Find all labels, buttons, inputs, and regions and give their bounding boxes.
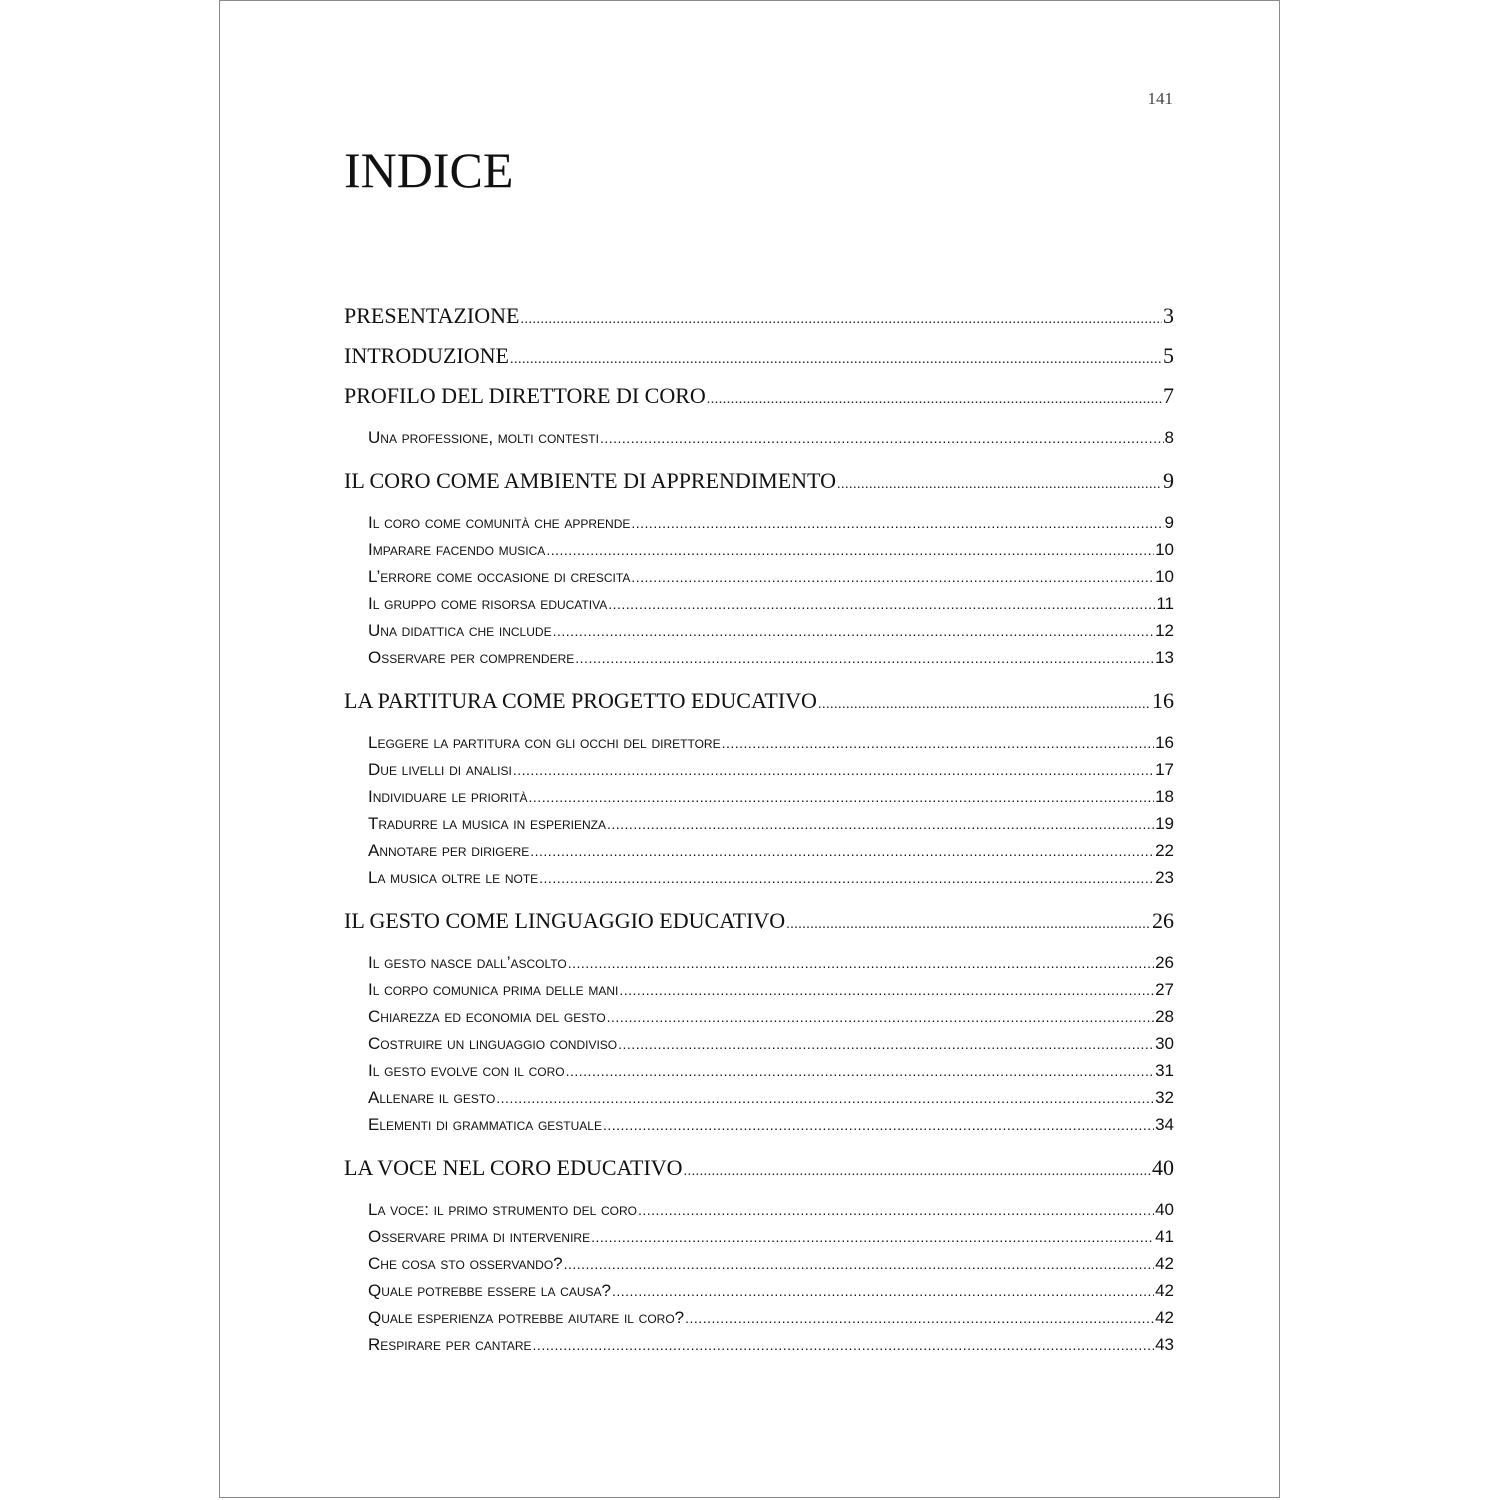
toc-section-title: Il corpo comunica prima delle mani [368,980,619,999]
dot-leader [568,950,1154,976]
page-number: 141 [1147,89,1173,108]
toc-section-page: 19 [1155,814,1174,833]
dot-leader [631,510,1163,536]
toc-chapter-entry[interactable] [344,683,1174,723]
toc-section-entry[interactable] [344,424,1174,451]
toc-section-page: 16 [1155,733,1174,752]
document-page [219,0,1280,1498]
toc-chapter-entry[interactable] [344,903,1174,943]
toc-section-title: Osservare per comprendere [368,648,575,667]
toc-section-entry[interactable] [344,617,1174,644]
toc-chapter-entry[interactable] [344,298,1174,338]
toc-section-entry[interactable] [344,1111,1174,1138]
spacer [344,451,1174,463]
toc-chapter-entry[interactable] [344,463,1174,503]
dot-leader [638,1197,1154,1223]
toc-chapter-title: LA VOCE NEL CORO EDUCATIVO [344,1155,683,1180]
toc-section-title: Respirare per cantare [368,1335,532,1354]
toc-section-page: 40 [1155,1200,1174,1219]
toc-section-entry[interactable] [344,1277,1174,1304]
toc-section-title: Annotare per dirigere [368,841,530,860]
toc-section-entry[interactable] [344,509,1174,536]
toc-chapter-page: 40 [1152,1155,1174,1180]
dot-leader [786,907,1151,943]
dot-leader [600,425,1164,451]
dot-leader [612,1278,1154,1304]
toc-section-entry[interactable] [344,1196,1174,1223]
toc-section-page: 12 [1155,621,1174,640]
toc-section-entry[interactable] [344,1331,1174,1358]
dot-leader [529,784,1155,810]
toc-chapter-page: 9 [1163,468,1174,493]
toc-section-title: Tradurre la musica in esperienza [368,814,606,833]
dot-leader [618,1031,1154,1057]
toc-section-entry[interactable] [344,756,1174,783]
toc-section-page: 23 [1155,868,1174,887]
toc-section-title: Due livelli di analisi [368,760,512,779]
toc-section-page: 27 [1155,980,1174,999]
toc-section-page: 8 [1164,428,1174,447]
toc-section-entry[interactable] [344,1003,1174,1030]
toc-section-page: 42 [1155,1308,1174,1327]
toc-section-entry[interactable] [344,783,1174,810]
toc-chapter-title: PRESENTAZIONE [344,303,520,328]
toc-section-page: 10 [1155,540,1174,559]
toc-section-entry[interactable] [344,536,1174,563]
toc-section-entry[interactable] [344,729,1174,756]
toc-section-entry[interactable] [344,837,1174,864]
dot-leader [564,1251,1154,1277]
toc-chapter-page: 7 [1163,383,1174,408]
toc-section-title: Quale esperienza potrebbe aiutare il coro? [368,1308,685,1327]
toc-section-entry[interactable] [344,563,1174,590]
toc-section-page: 22 [1155,841,1174,860]
toc-section-title: Quale potrebbe essere la causa? [368,1281,611,1300]
dot-leader [520,302,1162,338]
dot-leader [496,1085,1154,1111]
spacer [344,891,1174,903]
spacer [344,1358,1174,1370]
toc-section-page: 43 [1155,1335,1174,1354]
toc-chapter-page: 26 [1152,908,1174,933]
toc-section-page: 13 [1155,648,1174,667]
toc-section-page: 18 [1155,787,1174,806]
toc-section-entry[interactable] [344,590,1174,617]
toc-section-entry[interactable] [344,976,1174,1003]
toc-section-title: Osservare prima di intervenire [368,1227,591,1246]
dot-leader [685,1305,1154,1331]
dot-leader [566,1058,1154,1084]
toc-chapter-title: IL CORO COME AMBIENTE DI APPRENDIMENTO [344,468,836,493]
page-title: INDICE [344,142,514,198]
toc-section-entry[interactable] [344,644,1174,671]
toc-section-title: Il gesto evolve con il coro [368,1061,565,1080]
toc-section-page: 26 [1155,953,1174,972]
dot-leader [837,467,1162,503]
dot-leader [722,730,1155,756]
toc-section-title: La musica oltre le note [368,868,539,887]
dot-leader [608,591,1155,617]
toc-chapter-title: PROFILO DEL DIRETTORE DI CORO [344,383,706,408]
toc-section-title: Chiarezza ed economia del gesto [368,1007,606,1026]
toc-section-title: Una didattica che include [368,621,552,640]
dot-leader [631,564,1154,590]
toc-section-title: Il gesto nasce dall’ascolto [368,953,567,972]
toc-chapter-page: 16 [1152,688,1174,713]
toc-section-title: La voce: il primo strumento del coro [368,1200,637,1219]
toc-section-title: Individuare le priorità [368,787,528,806]
toc-chapter-entry[interactable] [344,338,1174,378]
toc-section-entry[interactable] [344,1223,1174,1250]
toc-section-title: L’errore come occasione di crescita [368,567,631,586]
dot-leader [818,687,1151,723]
toc-chapter-title: LA PARTITURA COME PROGETTO EDUCATIVO [344,688,817,713]
toc-section-page: 11 [1156,594,1174,613]
dot-leader [707,382,1162,418]
dot-leader [530,838,1154,864]
spacer [344,1138,1174,1150]
toc-section-page: 41 [1155,1227,1174,1246]
toc-chapter-page: 5 [1163,343,1174,368]
toc-section-page: 42 [1155,1254,1174,1273]
toc-section-page: 31 [1155,1061,1174,1080]
toc-section-title: Il gruppo come risorsa educativa [368,594,608,613]
toc-section-entry[interactable] [344,1084,1174,1111]
toc-chapter-entry[interactable] [344,378,1174,418]
toc-section-page: 17 [1155,760,1174,779]
dot-leader [607,1004,1154,1030]
dot-leader [510,342,1162,378]
toc-section-page: 9 [1164,513,1174,532]
dot-leader [533,1332,1155,1358]
toc-section-title: Una professione, molti contesti [368,428,599,447]
dot-leader [603,1112,1154,1138]
dot-leader [546,537,1154,563]
toc-section-entry[interactable] [344,1030,1174,1057]
toc-section-entry[interactable] [344,1250,1174,1277]
toc-section-page: 34 [1155,1115,1174,1134]
toc-section-page: 42 [1155,1281,1174,1300]
toc-chapter-title: IL GESTO COME LINGUAGGIO EDUCATIVO [344,908,786,933]
dot-leader [553,618,1155,644]
toc-chapter-title: INTRODUZIONE [344,343,509,368]
toc-section-page: 30 [1155,1034,1174,1053]
dot-leader [684,1154,1151,1190]
toc-section-entry[interactable] [344,949,1174,976]
dot-leader [513,757,1154,783]
toc-section-entry[interactable] [344,1304,1174,1331]
toc-section-title: Il coro come comunità che apprende [368,513,631,532]
toc-chapter-entry[interactable] [344,1150,1174,1190]
dot-leader [539,865,1154,891]
toc-chapter-page: 3 [1163,303,1174,328]
toc-section-title: Leggere la partitura con gli occhi del direttore [368,733,721,752]
table-of-contents [344,298,1174,1370]
toc-section-title: Che cosa sto osservando? [368,1254,563,1273]
toc-section-title: Allenare il gesto [368,1088,496,1107]
toc-section-entry[interactable] [344,810,1174,837]
dot-leader [607,811,1154,837]
toc-section-page: 28 [1155,1007,1174,1026]
dot-leader [619,977,1154,1003]
toc-section-page: 10 [1155,567,1174,586]
dot-leader [591,1224,1154,1250]
toc-section-title: Costruire un linguaggio condiviso [368,1034,618,1053]
dot-leader [575,645,1154,671]
toc-section-entry[interactable] [344,1057,1174,1084]
toc-section-entry[interactable] [344,864,1174,891]
toc-section-title: Imparare facendo musica [368,540,546,559]
toc-section-title: Elementi di grammatica gestuale [368,1115,602,1134]
toc-section-page: 32 [1155,1088,1174,1107]
spacer [344,671,1174,683]
